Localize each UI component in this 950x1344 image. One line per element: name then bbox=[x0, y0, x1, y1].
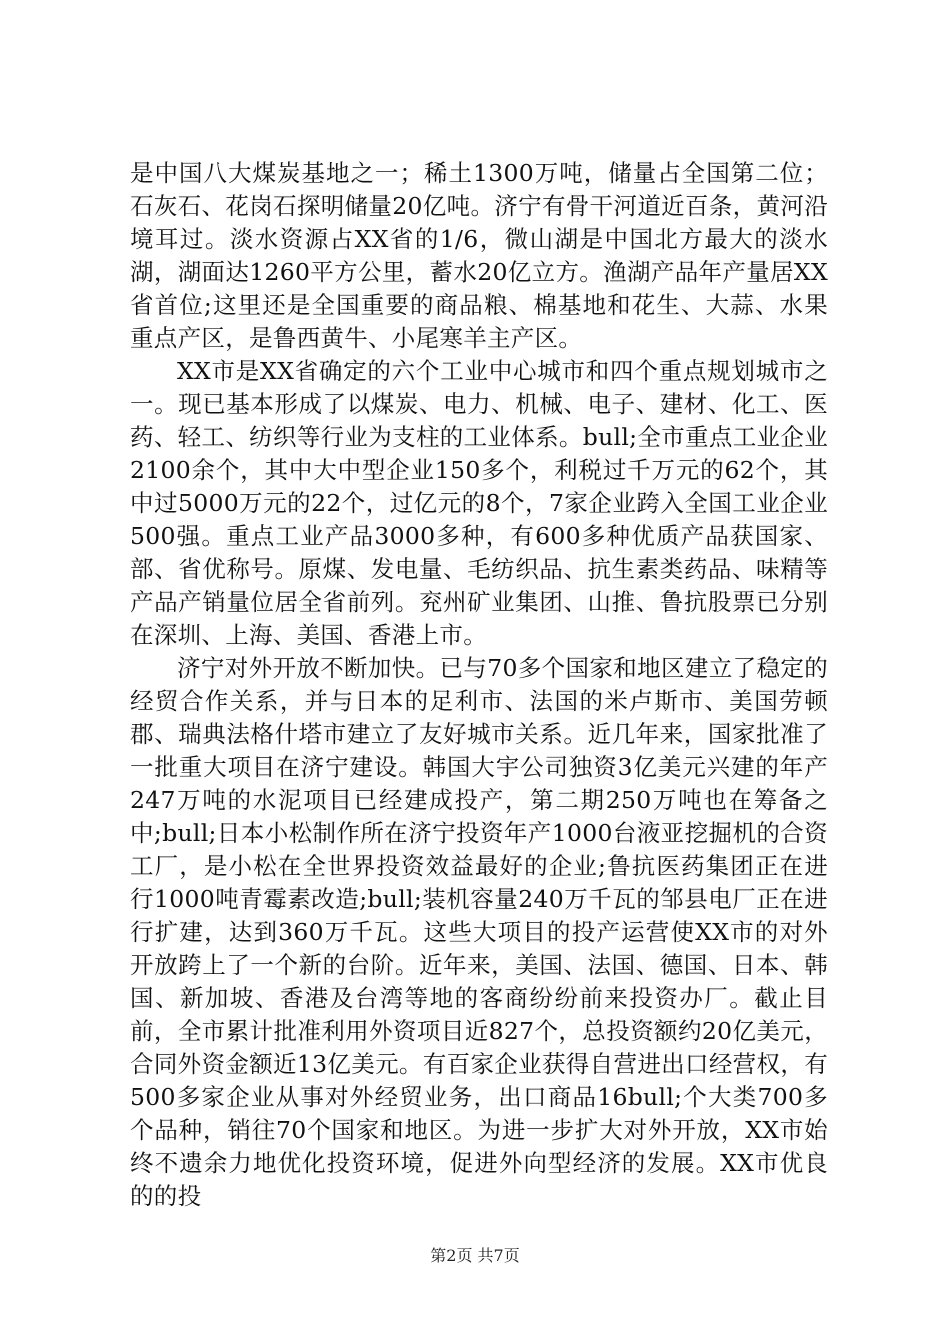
document-body bbox=[130, 157, 828, 1213]
page-number: 第2页 共7页 bbox=[430, 1246, 520, 1265]
paragraph-continuation: 是中国八大煤炭基地之一；稀土1300万吨，储量占全国第二位；石灰石、花岗石探明储量20亿吨。济宁有骨干河道近百条，黄河沿境耳过。淡水资源占XX省的1/6，微山湖是中国北方最大的淡水湖，湖面达1260平方公里，蓄水20亿立方。渔湖产品年产量居XX省首位;这里还是全国重要的商品粮、棉基地和花生、大蒜、水果重点产区，是鲁西黄牛、小尾寒羊主产区。 bbox=[130, 159, 828, 352]
paragraph-industry: XX市是XX省确定的六个工业中心城市和四个重点规划城市之一。现已基本形成了以煤炭、电力、机械、电子、建材、化工、医药、轻工、纺织等行业为支柱的工业体系。bull;全市重点工业企业2100余个，其中大中型企业150多个，利税过千万元的62个，其中过5000万元的22个，过亿元的8个，7家企业跨入全国工业企业500强。重点工业产品3000多种，有600多种优质产品获国家、部、省优称号。原煤、发电量、毛纺织品、抗生素类药品、味精等产品产销量位居全省前列。兖州矿业集团、山推、鲁抗股票已分别在深圳、上海、美国、香港上市。 bbox=[130, 357, 828, 649]
page-footer bbox=[0, 1246, 950, 1266]
paragraph-opening-up: 济宁对外开放不断加快。已与70多个国家和地区建立了稳定的经贸合作关系，并与日本的足利市、法国的米卢斯市、美国劳顿郡、瑞典法格什塔市建立了友好城市关系。近几年来，国家批准了一批重大项目在济宁建设。韩国大宇公司独资3亿美元兴建的年产247万吨的水泥项目已经建成投产，第二期250万吨也在筹备之中;bull;日本小松制作所在济宁投资年产1000台液亚挖掘机的合资工厂，是小松在全世界投资效益最好的企业;鲁抗医药集团正在进行1000吨青霉素改造;bull;装机容量240万千瓦的邹县电厂正在进行扩建，达到360万千瓦。这些大项目的投产运营使XX市的对外开放跨上了一个新的台阶。近年来，美国、法国、德国、日本、韩国、新加坡、香港及台湾等地的客商纷纷前来投资办厂。截止目前，全市累计批准利用外资项目近827个，总投资额约20亿美元，合同外资金额近13亿美元。有百家企业获得自营进出口经营权，有500多家企业从事对外经贸业务，出口商品16bull;个大类700多个品种，销往70个国家和地区。为进一步扩大对外开放，XX市始终不遗余力地优化投资环境，促进外向型经济的发展。XX市优良的的投 bbox=[130, 654, 828, 1210]
